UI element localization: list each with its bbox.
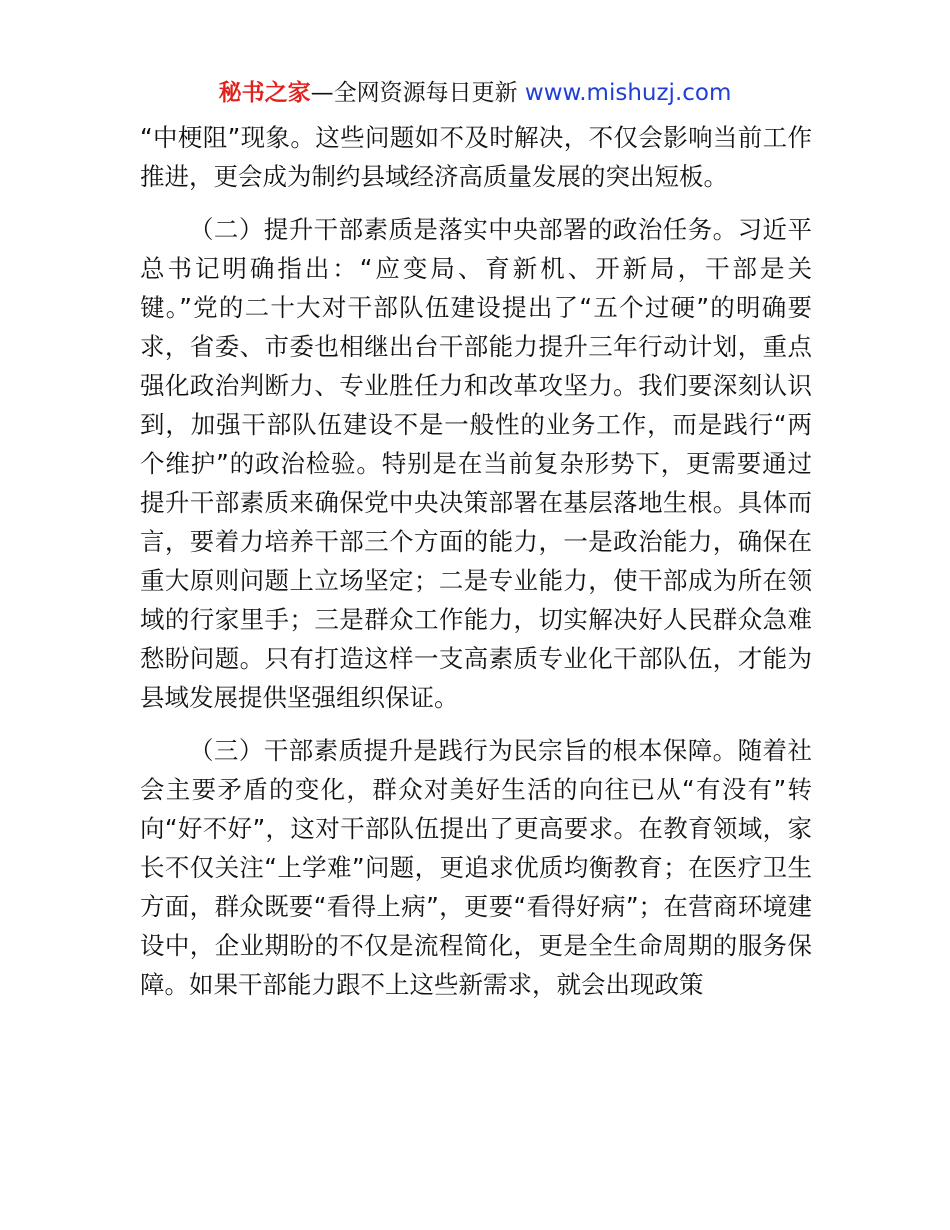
paragraph-section-2: （二）提升干部素质是落实中央部署的政治任务。习近平总书记明确指出：“应变局、育新机、开新局，干部是关键。”党的二十大对干部队伍建设提出了“五个过硬”的明确要求，省委、市委也相继出台干部能力提升三年行动计划，重点强化政治判断力、专业胜任力和改革攻坚力。我们要深刻认识到，加强干部队伍建设不是一般性的业务工作，而是践行“两个维护”的政治检验。特别是在当前复杂形势下，更需要通过提升干部素质来确保党中央决策部署在基层落地生根。具体而言，要着力培养干部三个方面的能力，一是政治能力，确保在重大原则问题上立场坚定；二是专业能力，使干部成为所在领域的行家里手；三是群众工作能力，切实解决好人民群众急难愁盼问题。只有打造这样一支高素质专业化干部队伍，才能为县域发展提供坚强组织保证。: [140, 215, 812, 712]
site-tagline: —全网资源每日更新: [310, 80, 518, 106]
site-brand: 秘书之家: [218, 80, 311, 106]
paragraph-continued: “中梗阻”现象。这些问题如不及时解决，不仅会影响当前工作推进，更会成为制约县域经济高质量发展的突出短板。: [140, 123, 812, 191]
page-header: [0, 78, 950, 108]
site-url-link[interactable]: www.mishuzj.com: [524, 80, 732, 106]
document-body: [140, 118, 812, 1018]
paragraph-section-3: （三）干部素质提升是践行为民宗旨的根本保障。随着社会主要矛盾的变化，群众对美好生活的向往已从“有没有”转向“好不好”，这对干部队伍提出了更高要求。在教育领域，家长不仅关注“上学难”问题，更追求优质均衡教育；在医疗卫生方面，群众既要“看得上病”，更要“看得好病”；在营商环境建设中，企业期盼的不仅是流程简化，更是全生命周期的服务保障。如果干部能力跟不上这些新需求，就会出现政策: [140, 736, 812, 999]
